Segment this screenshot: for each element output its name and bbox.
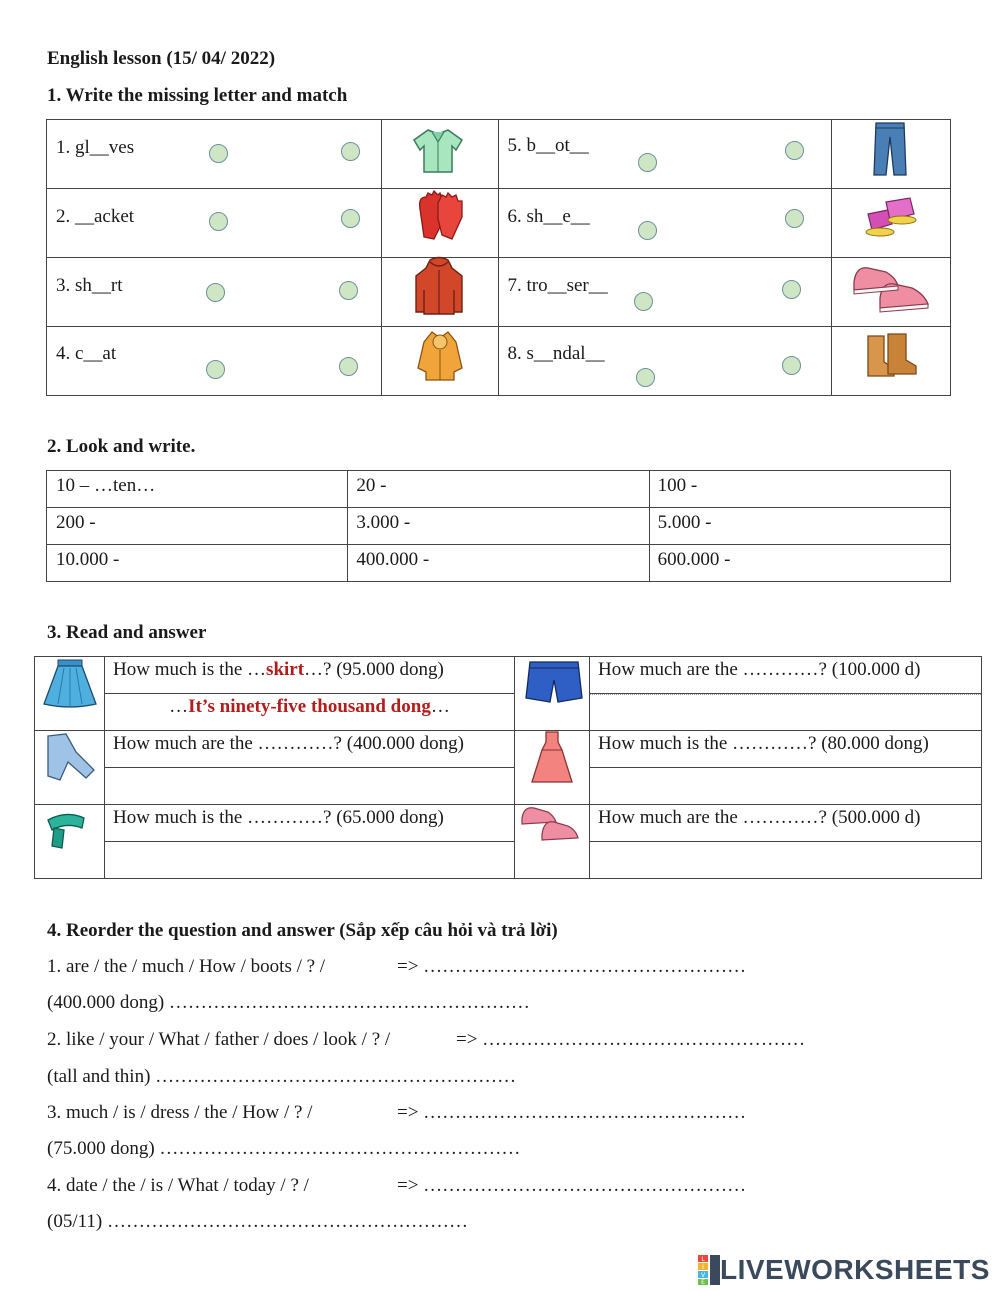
- match-item-6: 6. sh__e__: [507, 206, 590, 227]
- match-dot-picture-1[interactable]: [341, 142, 360, 161]
- match-dot-word-2[interactable]: [209, 212, 228, 231]
- logo-letter: I: [702, 1264, 704, 1271]
- number-cell: 20 -: [356, 475, 387, 496]
- number-cell: 10.000 -: [56, 549, 120, 570]
- sandals-picture: [864, 194, 920, 240]
- shoes-picture: [850, 260, 932, 318]
- skirt-picture: [42, 658, 98, 710]
- liveworksheets-logo: [698, 1254, 990, 1286]
- match-dot-picture-5[interactable]: [785, 141, 804, 160]
- match-item-7: 7. tro__ser__: [507, 275, 608, 296]
- match-dot-word-6[interactable]: [638, 221, 657, 240]
- boots-picture: [864, 332, 920, 380]
- shirt-picture: [410, 124, 466, 176]
- number-cell: 200 -: [56, 512, 96, 533]
- reorder-response-3[interactable]: (75.000 dong) …………………………………………………: [47, 1138, 521, 1159]
- reorder-words-2: 2. like / your / What / father / does / look / ? /: [47, 1029, 391, 1050]
- match-item-3: 3. sh__rt: [56, 275, 123, 296]
- match-item-5: 5. b__ot__: [507, 135, 589, 156]
- jacket-picture: [412, 256, 466, 318]
- match-dot-picture-4[interactable]: [339, 357, 358, 376]
- reorder-answer-4[interactable]: => ……………………………………………: [397, 1175, 747, 1196]
- section3-title: 3. Read and answer: [47, 622, 207, 643]
- reorder-answer-2[interactable]: => ……………………………………………: [456, 1029, 806, 1050]
- answer-skirt: …It’s ninety-five thousand dong…: [169, 696, 450, 717]
- match-item-1: 1. gl__ves: [56, 137, 135, 158]
- answer-input-scarf[interactable]: [105, 842, 514, 872]
- number-cell: 600.000 -: [657, 549, 731, 570]
- match-dot-picture-8[interactable]: [782, 356, 801, 375]
- liveworksheets-logo-text: LIVEWORKSHEETS: [720, 1254, 990, 1285]
- match-dot-word-8[interactable]: [636, 368, 655, 387]
- number-cell: 400.000 -: [356, 549, 430, 570]
- reorder-answer-1[interactable]: => ……………………………………………: [397, 956, 747, 977]
- number-cell: 10 – …ten…: [56, 475, 156, 496]
- liveworksheets-logo-icon: [698, 1255, 720, 1285]
- answer-input-jeans[interactable]: [105, 768, 514, 798]
- answer-input-dress[interactable]: [590, 768, 981, 798]
- reorder-response-4[interactable]: (05/11) …………………………………………………: [47, 1211, 468, 1232]
- reorder-words-1: 1. are / the / much / How / boots / ? /: [47, 956, 326, 977]
- section4-title: 4. Reorder the question and answer (Sắp xếp câu hỏi và trả lời): [47, 920, 558, 941]
- number-cell: 100 -: [657, 475, 698, 496]
- match-item-2: 2. __acket: [56, 206, 135, 227]
- logo-letter: V: [700, 1272, 706, 1279]
- match-dot-picture-3[interactable]: [339, 281, 358, 300]
- sneakers-picture: [520, 802, 582, 846]
- match-dot-word-4[interactable]: [206, 360, 225, 379]
- section1-title: 1. Write the missing letter and match: [47, 85, 348, 106]
- reorder-words-4: 4. date / the / is / What / today / ? /: [47, 1175, 309, 1196]
- coat-picture: [414, 328, 466, 384]
- match-dot-word-5[interactable]: [638, 153, 657, 172]
- match-table: [46, 119, 951, 396]
- section2-title: 2. Look and write.: [47, 436, 196, 457]
- question-dress: How much is the …………? (80.000 dong): [598, 733, 929, 754]
- answer-input-shoes[interactable]: [590, 842, 981, 872]
- reorder-response-2[interactable]: (tall and thin) …………………………………………………: [47, 1066, 517, 1087]
- scarf-picture: [44, 808, 90, 850]
- numbers-table: [46, 470, 951, 582]
- question-jeans: How much are the …………? (400.000 dong): [113, 733, 464, 754]
- number-cell: 3.000 -: [356, 512, 411, 533]
- question-shorts: How much are the …………? (100.000 d): [598, 659, 921, 680]
- reorder-response-1[interactable]: (400.000 dong) …………………………………………………: [47, 992, 530, 1013]
- match-dot-word-1[interactable]: [209, 144, 228, 163]
- question-skirt: How much is the …skirt…? (95.000 dong): [113, 659, 444, 680]
- logo-letter: L: [701, 1256, 705, 1263]
- dress-picture: [530, 730, 574, 786]
- page-title: English lesson (15/ 04/ 2022): [47, 48, 276, 69]
- number-cell: 5.000 -: [657, 512, 712, 533]
- trousers-picture: [872, 121, 908, 177]
- match-dot-word-3[interactable]: [206, 283, 225, 302]
- logo-letter: E: [701, 1279, 705, 1285]
- reorder-answer-3[interactable]: => ……………………………………………: [397, 1102, 747, 1123]
- gloves-picture: [412, 189, 468, 245]
- match-item-8: 8. s__ndal__: [507, 343, 605, 364]
- match-item-4: 4. c__at: [56, 343, 117, 364]
- match-dot-picture-2[interactable]: [341, 209, 360, 228]
- match-dot-picture-6[interactable]: [785, 209, 804, 228]
- answer-input-shorts[interactable]: [590, 694, 981, 695]
- question-scarf: How much is the …………? (65.000 dong): [113, 807, 444, 828]
- jeans-picture: [42, 732, 98, 786]
- match-dot-word-7[interactable]: [634, 292, 653, 311]
- question-shoes: How much are the …………? (500.000 d): [598, 807, 921, 828]
- price-table: [34, 656, 982, 879]
- reorder-words-3: 3. much / is / dress / the / How / ? /: [47, 1102, 313, 1123]
- match-dot-picture-7[interactable]: [782, 280, 801, 299]
- shorts-picture: [524, 658, 584, 708]
